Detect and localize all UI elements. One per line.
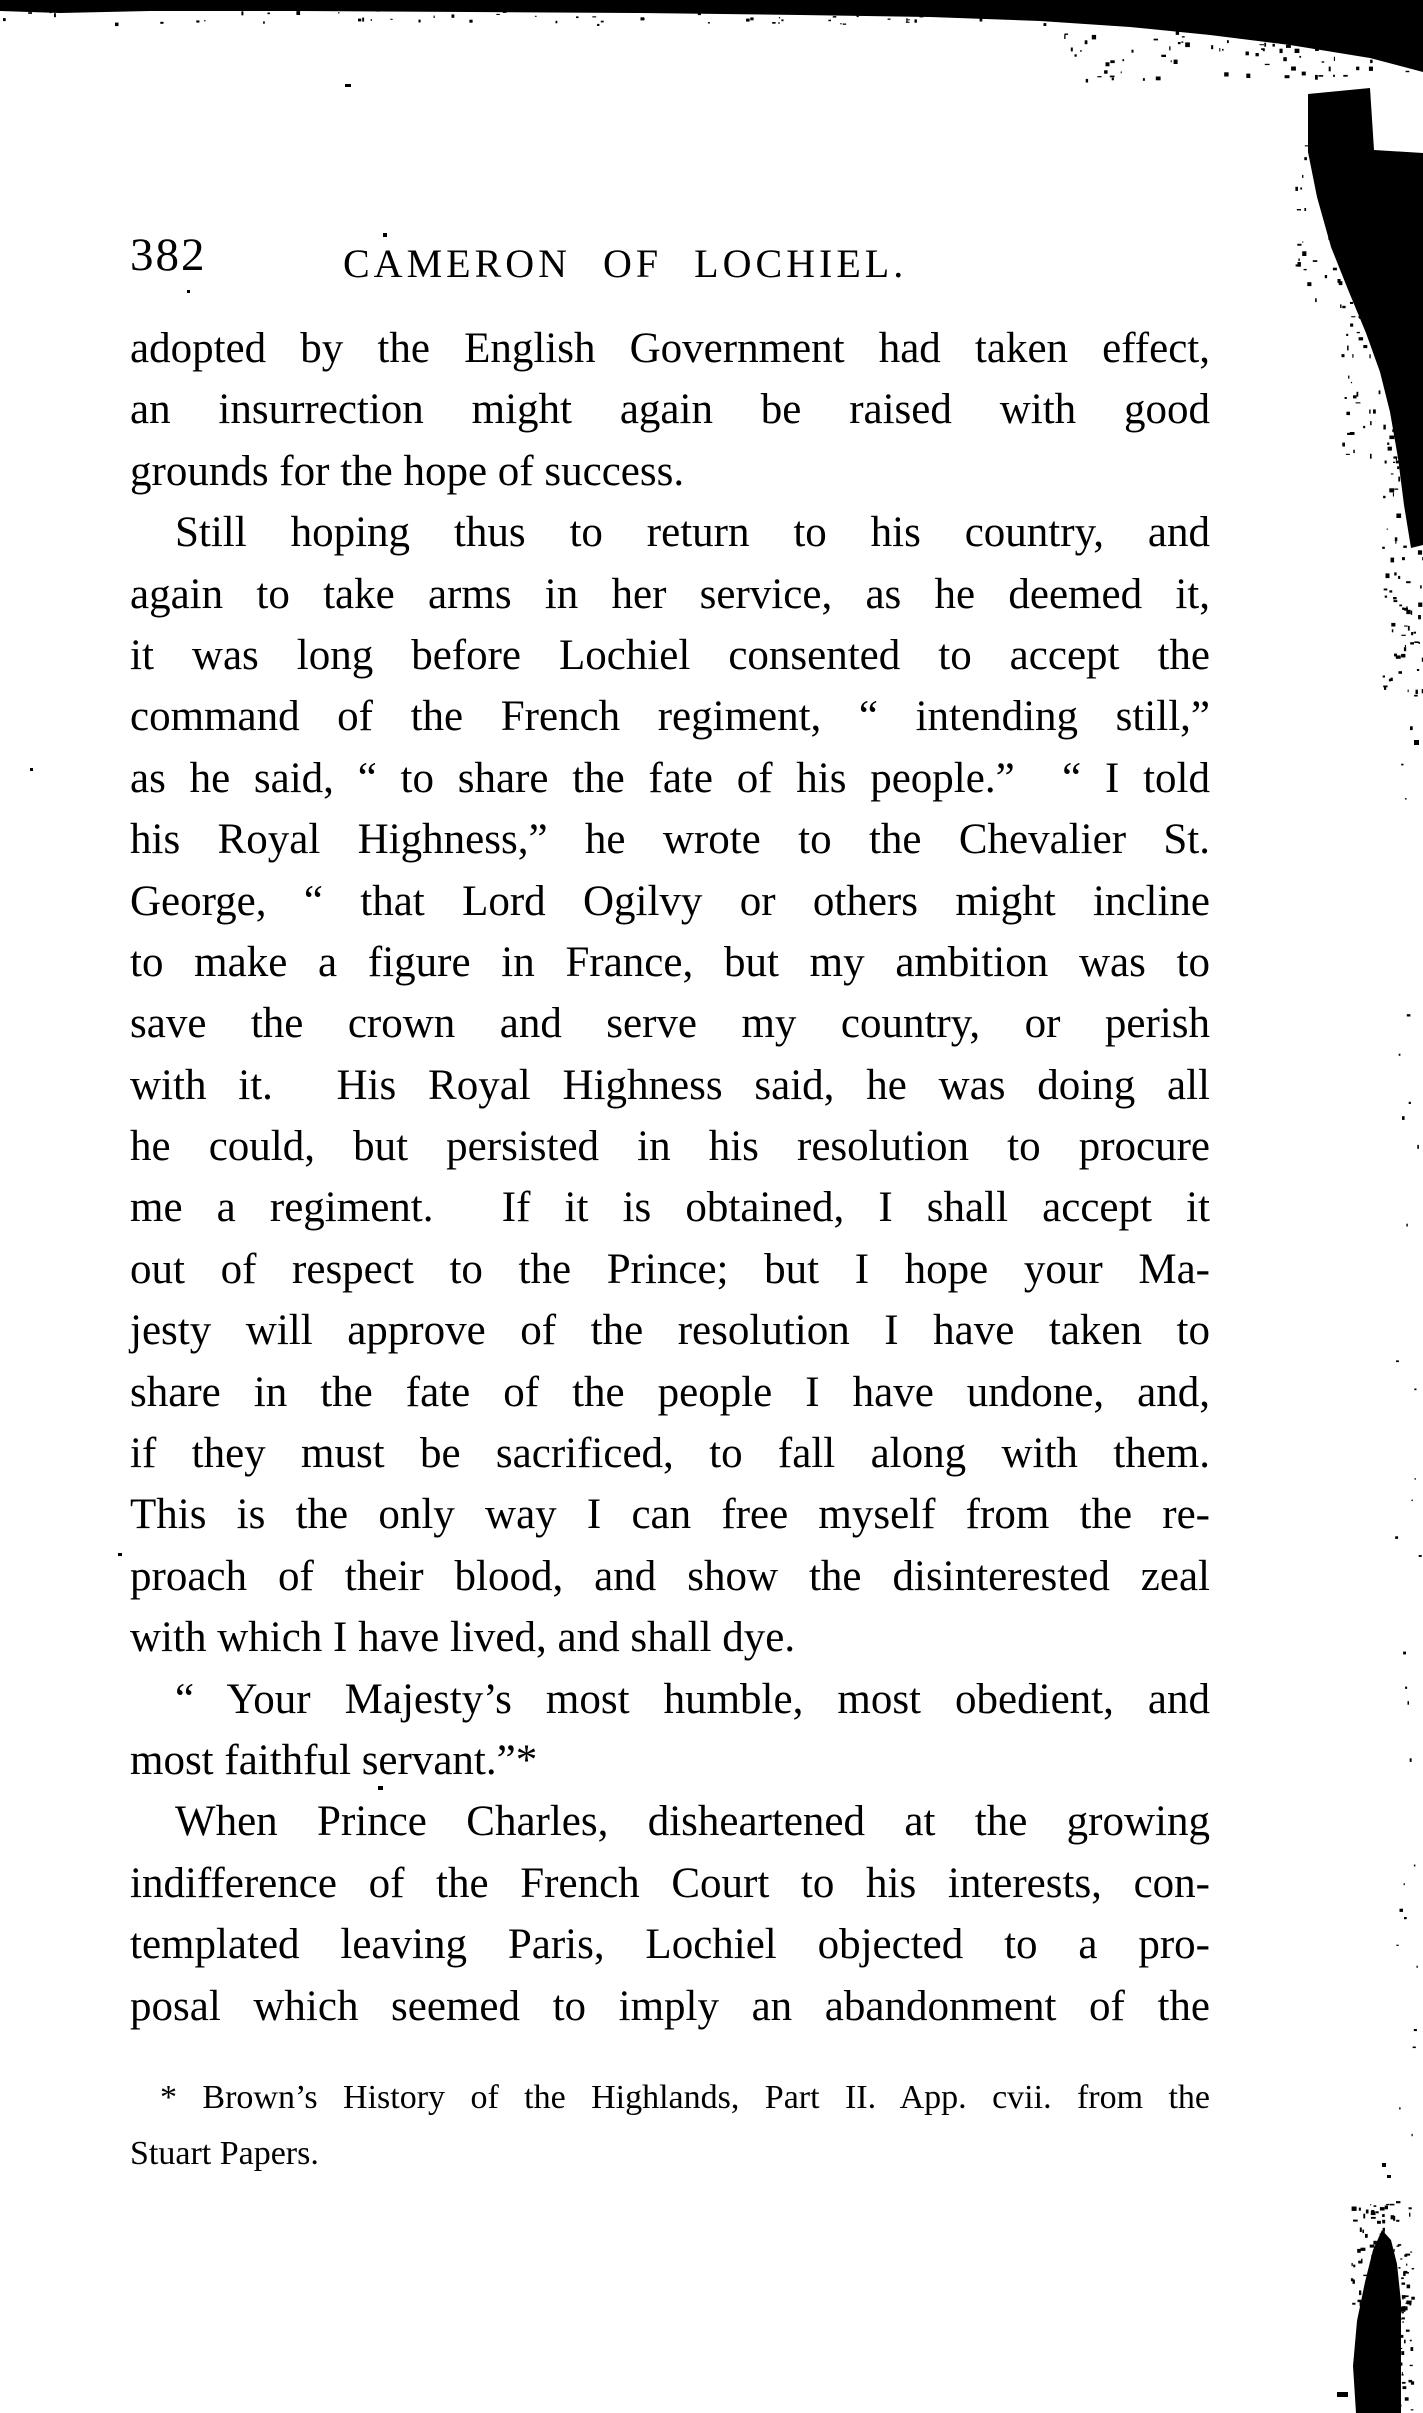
text-line: it was long before Lochiel consented to accept the	[130, 631, 1210, 679]
top-ink-band	[0, 0, 1423, 72]
text-line: an insurrection might again be raised with good	[130, 386, 1210, 434]
text-line: most faithful servant.”*	[130, 1736, 538, 1784]
text-line: jesty will approve of the resolution I have taken to	[130, 1307, 1210, 1355]
text-line: adopted by the English Government had taken effect,	[130, 325, 1210, 372]
text-line: again to take arms in her service, as he deemed it,	[130, 570, 1210, 618]
text-line: command of the French regiment, “ intending still,”	[130, 693, 1210, 741]
right-ink-blot	[1308, 88, 1423, 548]
text-line: grounds for the hope of success.	[130, 447, 685, 495]
running-header: CAMERON OF LOCHIEL.	[343, 241, 908, 286]
text-line: as he said, “ to share the fate of his people.” “ I told	[130, 754, 1210, 802]
text-line: me a regiment. If it is obtained, I shall accept it	[130, 1184, 1210, 1232]
text-line: “ Your Majesty’s most humble, most obedient, and	[175, 1675, 1210, 1723]
text-line: George, “ that Lord Ogilvy or others might incline	[130, 877, 1210, 925]
text-line: share in the fate of the people I have undone, and,	[130, 1368, 1210, 1416]
bottom-right-ink-blot	[1353, 2230, 1401, 2413]
text-line: posal which seemed to imply an abandonment of the	[130, 1982, 1210, 2030]
text-line: save the crown and serve my country, or perish	[130, 1000, 1210, 1048]
text-line: Stuart Papers.	[130, 2135, 319, 2172]
text-line: with which I have lived, and shall dye.	[130, 1614, 796, 1662]
body-text	[130, 318, 1210, 2037]
text-line: indifference of the French Court to his interests, con-	[130, 1859, 1210, 1907]
text-line: with it. His Royal Highness said, he was doing all	[130, 1061, 1210, 1109]
text-line: * Brown’s History of the Highlands, Part II. App. cvii. from the	[160, 2079, 1210, 2116]
text-line: templated leaving Paris, Lochiel objected to a pro-	[130, 1921, 1210, 1969]
text-line: to make a figure in France, but my ambition was to	[130, 938, 1210, 986]
text-line: When Prince Charles, disheartened at the growing	[175, 1798, 1210, 1846]
footnote	[130, 2070, 1210, 2182]
text-line: This is the only way I can free myself from the re-	[130, 1491, 1210, 1539]
page-number: 382	[130, 229, 207, 281]
text-line: he could, but persisted in his resolution to procure	[130, 1123, 1210, 1171]
text-line: Still hoping thus to return to his country, and	[175, 509, 1210, 557]
text-line: if they must be sacrificed, to fall along with them.	[130, 1430, 1210, 1478]
text-line: out of respect to the Prince; but I hope your Ma-	[130, 1245, 1210, 1293]
text-line: his Royal Highness,” he wrote to the Chevalier St.	[130, 816, 1210, 864]
text-line: proach of their blood, and show the disinterested zeal	[130, 1552, 1210, 1600]
